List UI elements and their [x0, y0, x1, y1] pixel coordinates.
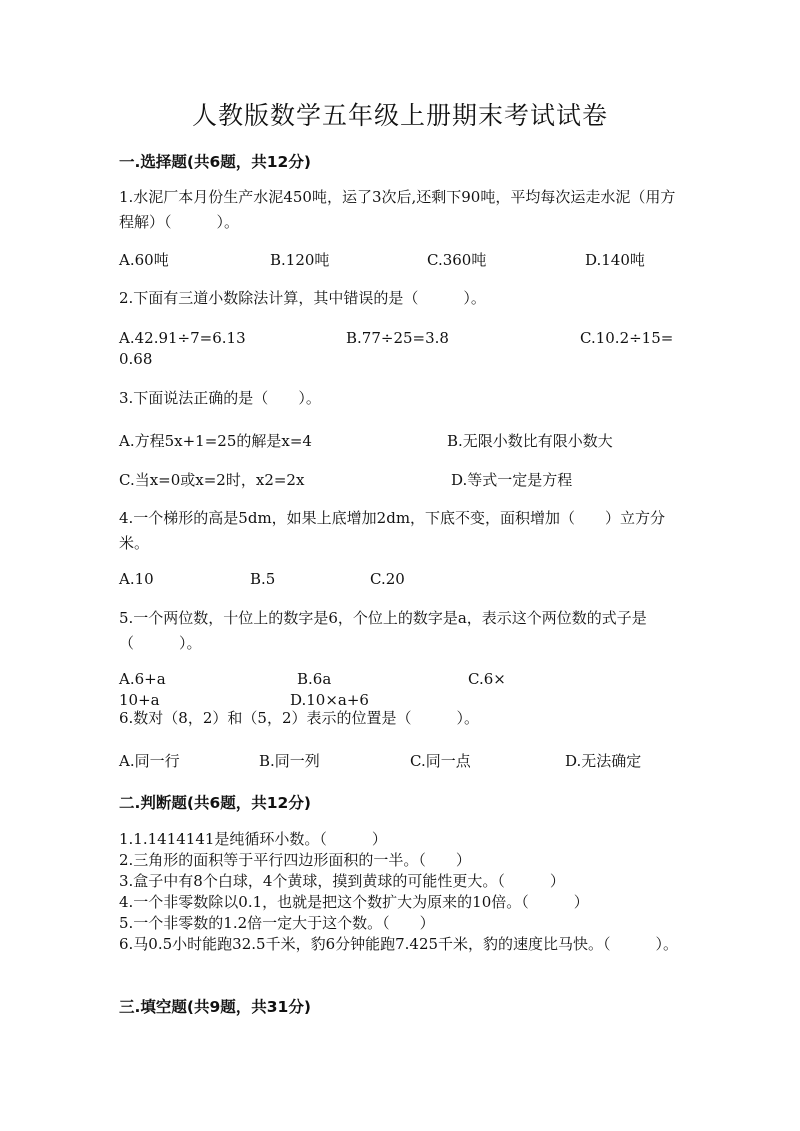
tf-question-1: 1.1.1414141是纯循环小数。（ ）: [119, 830, 387, 848]
q5-option-b: B.6a: [297, 670, 332, 688]
q1-option-b: B.120吨: [270, 251, 330, 269]
q2-option-c: C.10.2÷15=: [580, 329, 674, 347]
q6-option-d: D.无法确定: [565, 752, 642, 770]
tf-question-2: 2.三角形的面积等于平行四边形面积的一半。（ ）: [119, 851, 471, 869]
q5-option-c: C.6×: [468, 670, 506, 688]
q3-option-c: C.当x=0或x=2时，x2=2x: [119, 471, 305, 489]
tf-question-3: 3.盒子中有8个白球，4个黄球，摸到黄球的可能性更大。（ ）: [119, 872, 565, 890]
q6-option-b: B.同一列: [259, 752, 320, 770]
q2-option-b: B.77÷25=3.8: [346, 329, 449, 347]
tf-question-6: 6.马0.5小时能跑32.5千米，豹6分钟能跑7.425千米，豹的速度比马快。（ ）。: [119, 935, 679, 953]
q1-option-d: D.140吨: [585, 251, 645, 269]
tf-question-5: 5.一个非零数的1.2倍一定大于这个数。（ ）: [119, 914, 435, 932]
question-2: 2.下面有三道小数除法计算，其中错误的是（ ）。: [119, 289, 486, 307]
question-6: 6.数对（8，2）和（5，2）表示的位置是（ ）。: [119, 709, 479, 727]
q3-option-a: A.方程5x+1=25的解是x=4: [119, 432, 312, 450]
q6-option-c: C.同一点: [410, 752, 471, 770]
tf-question-4: 4.一个非零数除以0.1，也就是把这个数扩大为原来的10倍。（ ）: [119, 893, 589, 911]
question-3: 3.下面说法正确的是（ ）。: [119, 389, 321, 407]
q2-option-c-continued: 0.68: [119, 350, 153, 368]
q4-option-c: C.20: [370, 570, 405, 588]
q3-option-b: B.无限小数比有限小数大: [447, 432, 613, 450]
question-4: 4.一个梯形的高是5dm，如果上底增加2dm，下底不变，面积增加（ ）立方分米。: [119, 509, 666, 552]
q4-option-a: A.10: [119, 570, 154, 588]
q5-option-a: A.6+a: [119, 670, 166, 688]
question-1: 1.水泥厂本月份生产水泥450吨，运了3次后,还剩下90吨，平均每次运走水泥（用方程解）（ ）。: [119, 188, 676, 231]
q5-option-d: D.10×a+6: [290, 691, 369, 709]
q5-option-c-continued: 10+a: [119, 691, 160, 709]
section-heading-true-false: 二.判断题(共6题，共12分): [119, 794, 311, 812]
question-5: 5.一个两位数，十位上的数字是6，个位上的数字是a，表示这个两位数的式子是（ ）。: [119, 609, 647, 652]
q2-option-a: A.42.91÷7=6.13: [119, 329, 246, 347]
section-heading-fill-in: 三.填空题(共9题，共31分): [119, 998, 311, 1016]
q1-option-a: A.60吨: [119, 251, 169, 269]
page-title: 人教版数学五年级上册期末考试试卷: [191, 101, 608, 130]
q1-option-c: C.360吨: [427, 251, 487, 269]
q4-option-b: B.5: [250, 570, 276, 588]
q6-option-a: A.同一行: [119, 752, 180, 770]
q3-option-d: D.等式一定是方程: [451, 471, 573, 489]
section-heading-choice: 一.选择题(共6题，共12分): [119, 153, 311, 171]
